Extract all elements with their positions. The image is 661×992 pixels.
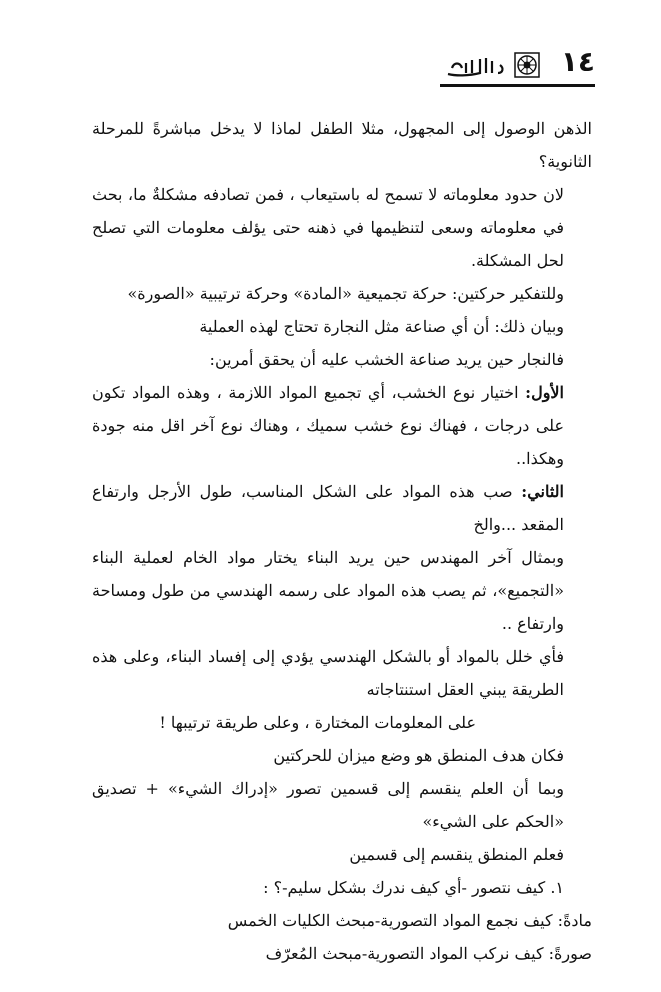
paragraph: مادةً: كيف نجمع المواد التصورية-مبحث الكليات الخمس (227, 911, 592, 930)
list-item: ١. كيف نتصور -أي كيف ندرك بشكل سليم-؟ : (263, 878, 564, 897)
bold-label: الأول: (525, 383, 564, 402)
paragraph: وبما أن العلم ينقسم إلى قسمين تصور «إدراك الشيء» + تصديق «الحكم على الشيء» (92, 779, 564, 831)
paragraph (92, 376, 592, 475)
paragraph: فكان هدف المنطق هو وضع ميزان للحركتين (273, 746, 564, 765)
paragraph: فأي خلل بالمواد أو بالشكل الهندسي يؤدي إلى إفساد البناء، وعلى هذه الطريقة يبني العقل استنتاجاته (92, 647, 564, 699)
paragraph: الذهن الوصول إلى المجهول، مثلا الطفل لماذا لا يدخل مباشرةً للمرحلة الثانوية؟ (92, 119, 592, 171)
paragraph: صورةً: كيف نركب المواد التصورية-مبحث المُعرّف (265, 944, 592, 963)
ornament-emblem-icon (514, 52, 540, 78)
paragraph-text: اختيار نوع الخشب، أي تجميع المواد اللازمة ، وهذه المواد تكون على درجات ، فهناك نوع خشب سميك ، وهناك نوع آخر اقل منه جودة وهكذا.. (92, 383, 564, 468)
page-number: ١٤ (560, 45, 595, 78)
header-rule (440, 84, 595, 87)
body-text (92, 112, 592, 970)
calligraphy-logo-icon (446, 54, 506, 78)
page-header (420, 40, 595, 92)
paragraph: لان حدود معلوماته لا تسمح له باستيعاب ، فمن تصادفه مشكلةٌ ما، بحث في معلوماته وسعى لتنظيمها في ذهنه حتى يؤلف معلومات التي تصلح لحل المشكلة. (92, 185, 564, 270)
paragraph: وللتفكير حركتين: حركة تجميعية «المادة» وحركة ترتيبية «الصورة» (127, 284, 564, 303)
paragraph: فالنجار حين يريد صناعة الخشب عليه أن يحقق أمرين: (209, 350, 564, 369)
paragraph: وبمثال آخر المهندس حين يريد البناء يختار مواد الخام لعملية البناء «التجميع»، ثم يصب هذه المواد على رسمه الهندسي من طول ومساحة وارتفاع .. (92, 548, 564, 633)
paragraph-text: صب هذه المواد على الشكل المناسب، طول الأرجل وارتفاع المقعد ...والخ (92, 482, 564, 534)
paragraph (92, 475, 592, 541)
paragraph: على المعلومات المختارة ، وعلى طريقة ترتيبها ! (159, 713, 476, 732)
paragraph: فعلم المنطق ينقسم إلى قسمين (349, 845, 564, 864)
bold-label: الثاني: (521, 482, 564, 501)
paragraph: وبيان ذلك: أن أي صناعة مثل النجارة تحتاج لهذه العملية (199, 317, 564, 336)
